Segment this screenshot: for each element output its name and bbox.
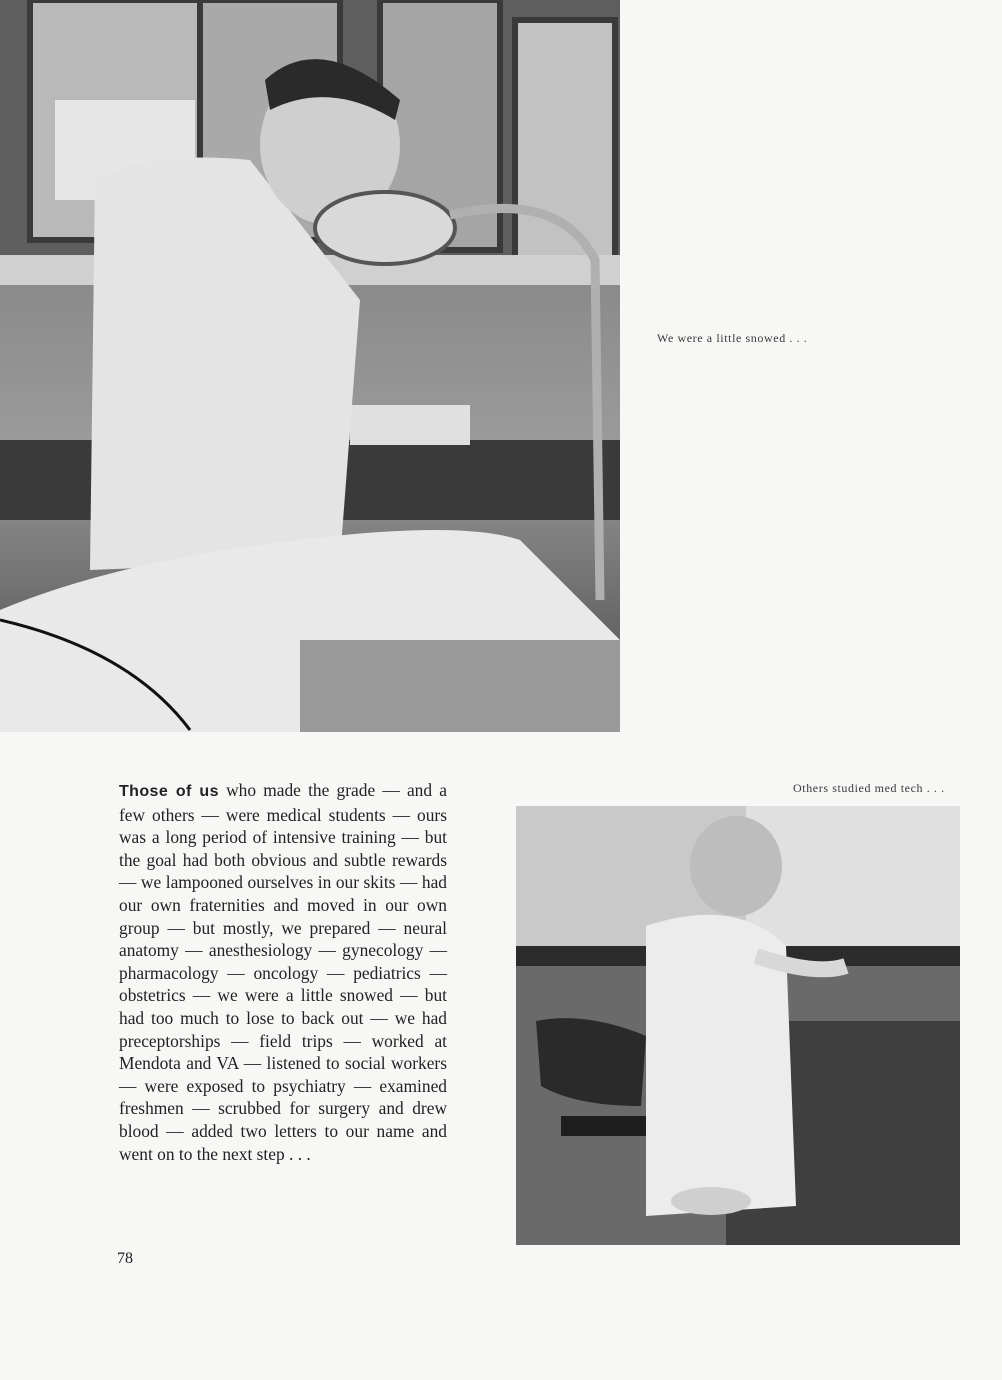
article-lead: Those of us bbox=[119, 783, 219, 800]
page-number: 78 bbox=[117, 1250, 133, 1267]
caption-we-were-snowed: We were a little snowed . . . bbox=[657, 331, 808, 345]
photo-student-surgery-lab-image bbox=[0, 0, 620, 732]
photo-med-tech-student-image bbox=[516, 806, 960, 1245]
photo-med-tech-student bbox=[516, 806, 960, 1245]
article-body bbox=[119, 779, 447, 1165]
caption-others-studied-med-tech: Others studied med tech . . . bbox=[793, 781, 945, 795]
article-text: who made the grade — and a few others — were medical students — ours was a long period of intensive training — but the goal had both obvious and subtle rewards — we lampooned ourselves in our skits — had our own fraternities and moved in our own group — but mostly, we prepared — neural anatomy — anesthesiology — gynecology — pharmacology — oncology — pediatrics — obstetrics — we were a little snowed — but had too much to lose to back out — we had preceptorships — field trips — worked at Mendota and VA — listened to social workers — were exposed to psychiatry — examined freshmen — scrubbed for surgery and drew blood — added two letters to our name and went on to the next step . . . bbox=[119, 780, 447, 1164]
photo-student-surgery-lab bbox=[0, 0, 620, 732]
